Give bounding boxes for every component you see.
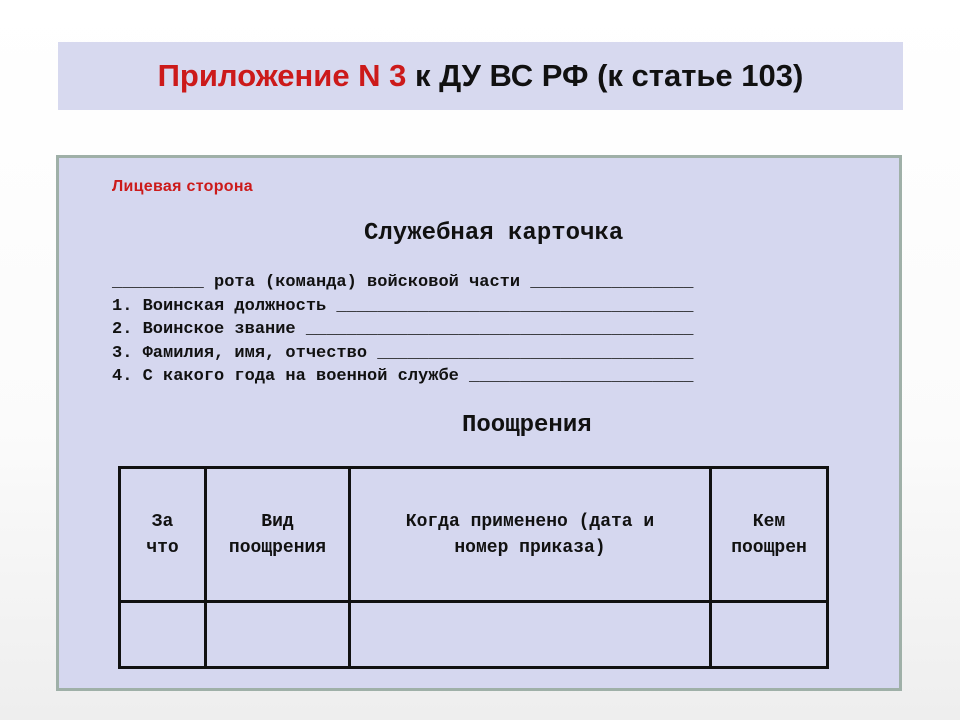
card-heading: Служебная карточка (364, 220, 624, 247)
page-title (58, 42, 903, 110)
table-header-row (120, 468, 828, 602)
column-header-when-applied: Когда применено (дата и номер приказа) (350, 468, 711, 602)
column-header-reward-type: Вид поощрения (206, 468, 350, 602)
card-fields (112, 271, 694, 389)
service-card (56, 155, 902, 691)
table-cell-empty (711, 602, 828, 668)
field-rank: 2. Воинское звание ______________________________________ (112, 320, 694, 339)
table-cell-empty (120, 602, 206, 668)
rewards-table (118, 466, 829, 669)
field-service-since: 4. С какого года на военной службе ______________________ (112, 367, 694, 386)
title-text: к ДУ ВС РФ (к статье 103) (415, 58, 804, 93)
rewards-heading: Поощрения (462, 412, 592, 439)
field-company-unit: _________ рота (команда) войсковой части ________________ (112, 273, 694, 292)
table-cell-empty (350, 602, 711, 668)
table-cell-empty (206, 602, 350, 668)
field-full-name: 3. Фамилия, имя, отчество _______________________________ (112, 343, 694, 363)
column-header-for-what: За что (120, 468, 206, 602)
field-position: 1. Воинская должность ___________________________________ (112, 296, 694, 316)
title-appendix-number: Приложение N 3 (157, 58, 407, 93)
face-side-label: Лицевая сторона (112, 178, 254, 195)
table-row (120, 602, 828, 668)
column-header-awarded-by: Кем поощрен (711, 468, 828, 602)
